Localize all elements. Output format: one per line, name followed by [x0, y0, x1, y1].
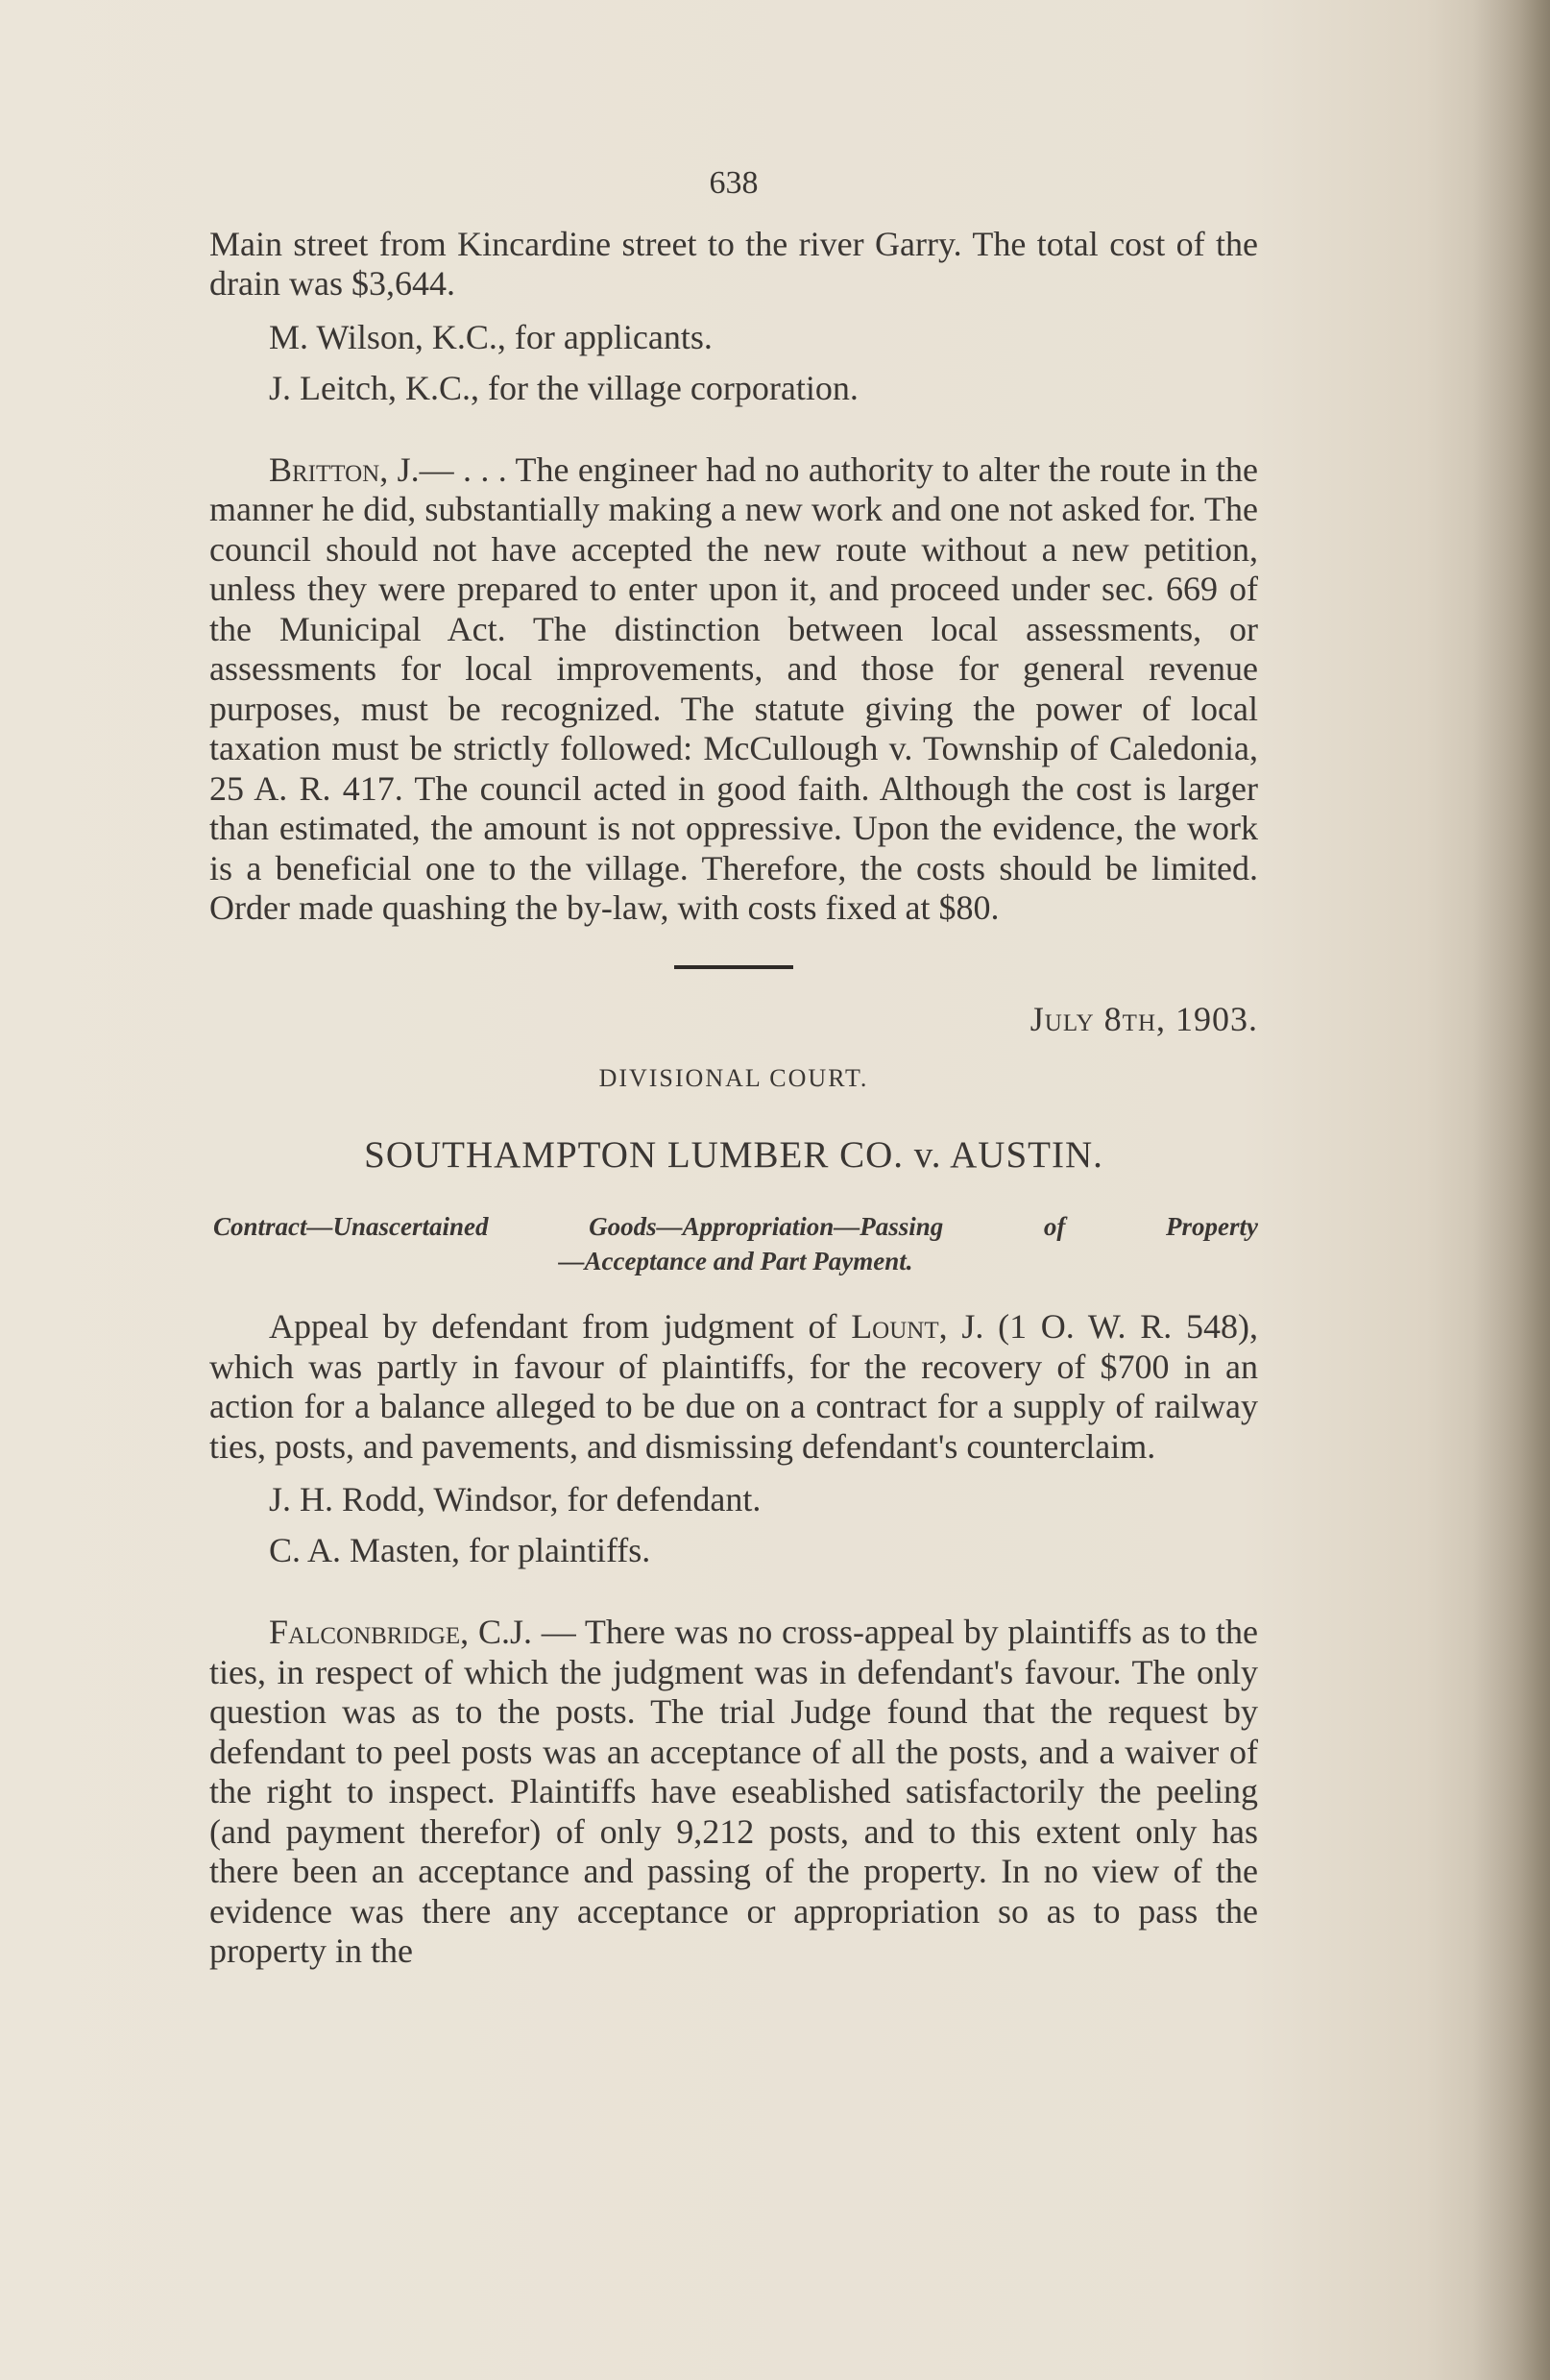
spacer [209, 1576, 1258, 1613]
spacer [209, 414, 1258, 450]
appeal-text-post: , J. (1 O. W. R. 548), which was partly in favour of plaintiffs, for the recovery of $700 in an action for a balance alleged to be due on a contract for a supply of railway ties, posts, and pavements, and dismissing defendant's counterclaim. [209, 1307, 1258, 1466]
judge-name-falconbridge: Falconbridge, C.J. [269, 1613, 532, 1651]
headnote-line-2: —Acceptance and Part Payment. [558, 1247, 913, 1275]
case-title: SOUTHAMPTON LUMBER CO. v. AUSTIN. [364, 1133, 1103, 1176]
falconbridge-judgment-paragraph [209, 1613, 1258, 1972]
page-content [209, 163, 1258, 1972]
appeal-paragraph [209, 1307, 1258, 1467]
falconbridge-judgment-text: — There was no cross-appeal by plaintiffs as to the ties, in respect of which the judgment was in defendant's favour. The only question was as to the posts. The trial Judge found that the request by defendant to peel posts was an acceptance of all the posts, and a waiver of the right to inspect. Plaintiffs have eseablished satisfactorily the peeling (and payment therefor) of only 9,212 posts, and to this extent only has there been an acceptance and passing of the property. In no view of the evidence was there any acceptance or appropriation so as to pass the property in the [209, 1613, 1258, 1970]
intro-paragraph: Main street from Kincardine street to the river Garry. The total cost of the drain was $3,644. [209, 224, 1258, 303]
britton-judgment-text: — . . . The engineer had no authority to alter the route in the manner he did, substantially making a new work and one not asked for. The council should not have accepted the new route without a new petition, unless they were prepared to enter upon it, and proceed under sec. 669 of the Municipal Act. The distinction between local assessments, or assessments for local improvements, and those for general revenue purposes, must be recognized. The statute giving the power of local taxation must be strictly followed: McCullough v. Township of Caledonia, 25 A. R. 417. The council acted in good faith. Although the cost is larger than estimated, the amount is not oppressive. Upon the evidence, the work is a beneficial one to the village. Therefore, the costs should be limited. Order made quashing the by-law, with costs fixed at $80. [209, 449, 1258, 927]
headnote-line-1: Contract—Unascertained Goods—Appropriation—Passing of Property [213, 1212, 1258, 1241]
counsel-line-plaintiffs: C. A. Masten, for plaintiffs. [269, 1531, 651, 1569]
counsel-line-defendant: J. H. Rodd, Windsor, for defendant. [269, 1480, 762, 1518]
page-edge-shadow [1473, 0, 1550, 2380]
judge-name-britton: Britton, J. [269, 449, 420, 489]
page-number: 638 [709, 165, 759, 201]
case-date: July 8th, 1903. [1029, 999, 1258, 1038]
judge-name-lount: Lount [851, 1307, 939, 1346]
spacer [209, 1278, 1258, 1307]
section-divider [674, 965, 793, 969]
counsel-line-village: J. Leitch, K.C., for the village corporation. [269, 368, 859, 407]
counsel-line-applicants: M. Wilson, K.C., for applicants. [269, 317, 713, 356]
britton-judgment-paragraph [209, 450, 1258, 929]
court-name: DIVISIONAL COURT. [598, 1064, 869, 1092]
headnote [209, 1209, 1258, 1278]
appeal-text-pre: Appeal by defendant from judgment of [269, 1307, 852, 1346]
